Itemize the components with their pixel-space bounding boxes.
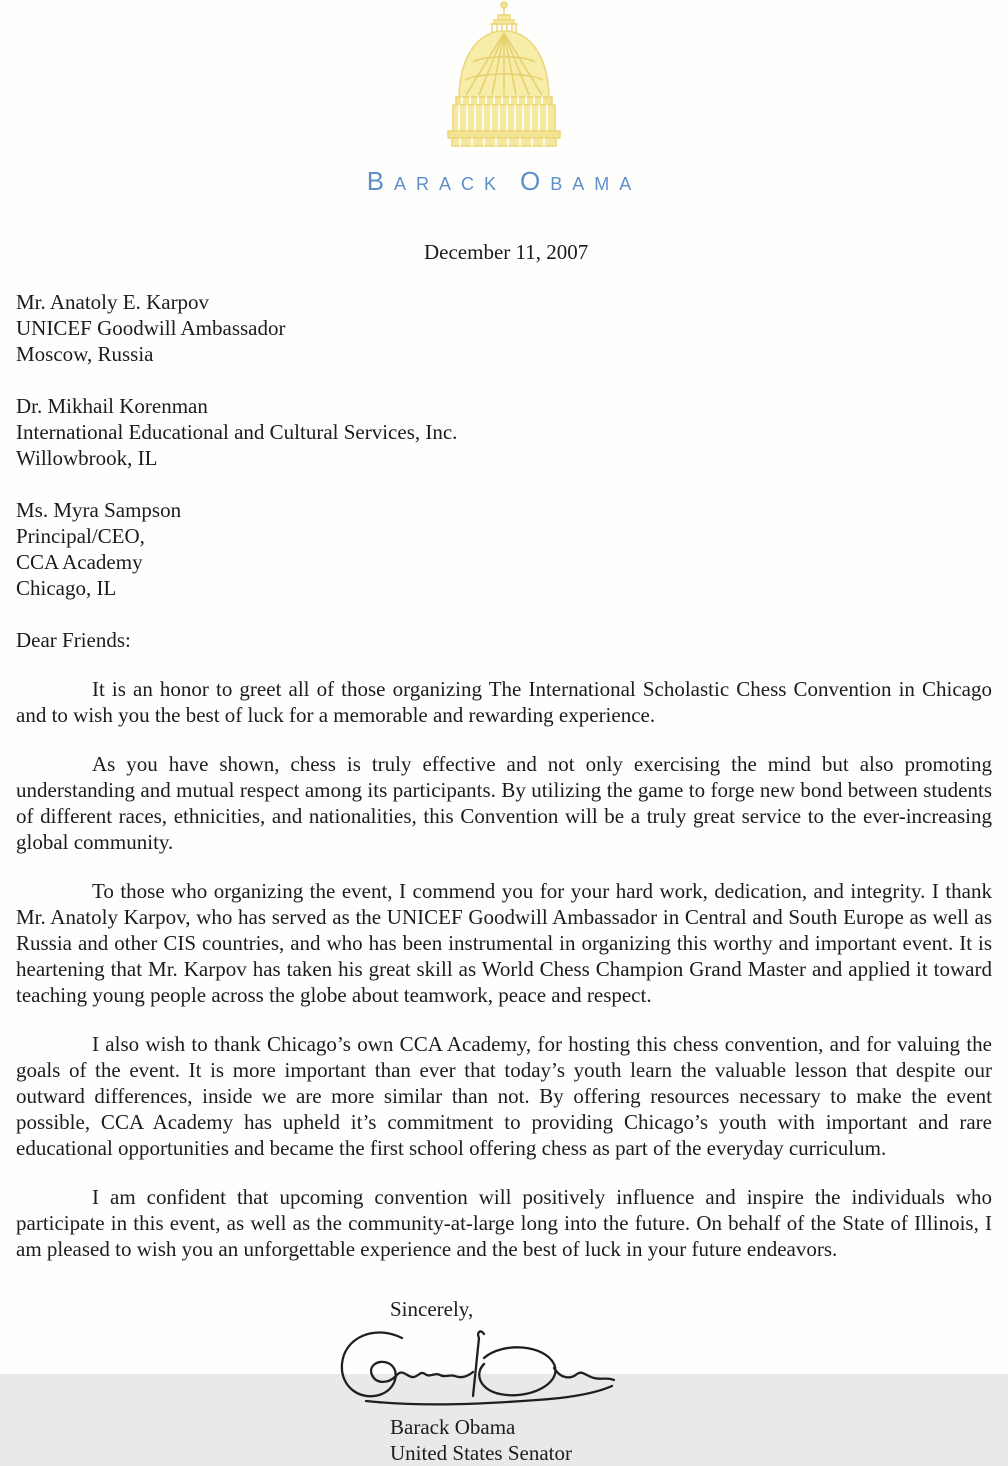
signature-name: Barack Obama (390, 1415, 516, 1439)
recipient-block (16, 393, 992, 471)
letterhead-name-part: O (520, 166, 551, 196)
letterhead-name-part: BAMA (550, 174, 642, 194)
paragraph: To those who organizing the event, I commend you for your hard work, dedication, and integrity. I thank Mr. Anatoly Karpov, who has served as the UNICEF Goodwill Ambassador in Central and South Europe as well as Russia and other CIS countries, and who has been instrumental in organizing this worthy and important event. It is heartening that Mr. Karpov has taken his great skill as World Chess Champion Grand Master and applied it toward teaching young people across the globe about teamwork, peace and respect. (16, 879, 992, 1007)
recipient-line: International Educational and Cultural Services, Inc. (16, 420, 458, 444)
recipients (16, 289, 992, 601)
letterhead-name (0, 166, 1008, 197)
recipient-line: Moscow, Russia (16, 342, 154, 366)
recipient-line: Mr. Anatoly E. Karpov (16, 290, 210, 314)
recipient-line: Ms. Myra Sampson (16, 498, 182, 522)
paragraph: I also wish to thank Chicago’s own CCA Academy, for hosting this chess convention, and for valuing the goals of the event. It is more important than ever that today’s youth learn the valuable lesson that despite our outward differences, inside we are more similar than not. By offering resources necessary to make the event possible, CCA Academy has upheld it’s commitment to providing Chicago’s youth with important and rare educational opportunities and became the first school offering chess as part of the everyday curriculum. (16, 1032, 992, 1160)
date-line: December 11, 2007 (424, 240, 589, 264)
letterhead-name-part: ARACK (394, 174, 507, 194)
letterhead (0, 0, 1008, 197)
recipient-block (16, 289, 992, 367)
capitol-dome-icon (0, 0, 1008, 150)
recipient-line: Willowbrook, IL (16, 446, 158, 470)
paragraph: I am confident that upcoming convention will positively influence and inspire the individuals who participate in this event, as well as the community-at-large long into the future. On behalf of the State of Illinois, I am pleased to wish you an unforgettable experience and the best of luck in your future endeavors. (16, 1185, 992, 1261)
paragraph: It is an honor to greet all of those organizing The International Scholastic Chess Convention in Chicago and to wish you the best of luck for a memorable and rewarding experience. (16, 677, 992, 727)
recipient-line: Principal/CEO, (16, 524, 145, 548)
signature-title: United States Senator (390, 1441, 572, 1465)
recipient-line: Chicago, IL (16, 576, 117, 600)
recipient-line: Dr. Mikhail Korenman (16, 394, 208, 418)
letterhead-name-part: B (366, 166, 395, 196)
paragraph: As you have shown, chess is truly effective and not only exercising the mind but also promoting understanding and mutual respect among its participants. By utilizing the game to forge new bond between students of different races, ethnicities, and nationalities, this Convention will be a truly great service to the ever-increasing global community. (16, 752, 992, 854)
salutation: Dear Friends: (16, 628, 131, 652)
letter-body (16, 676, 992, 1262)
recipient-line: UNICEF Goodwill Ambassador (16, 316, 286, 340)
signature-image (332, 1324, 992, 1412)
letter-content (16, 239, 992, 1466)
recipient-line: CCA Academy (16, 550, 143, 574)
recipient-block (16, 497, 992, 601)
valediction: Sincerely, (390, 1297, 474, 1321)
closing (390, 1296, 992, 1466)
